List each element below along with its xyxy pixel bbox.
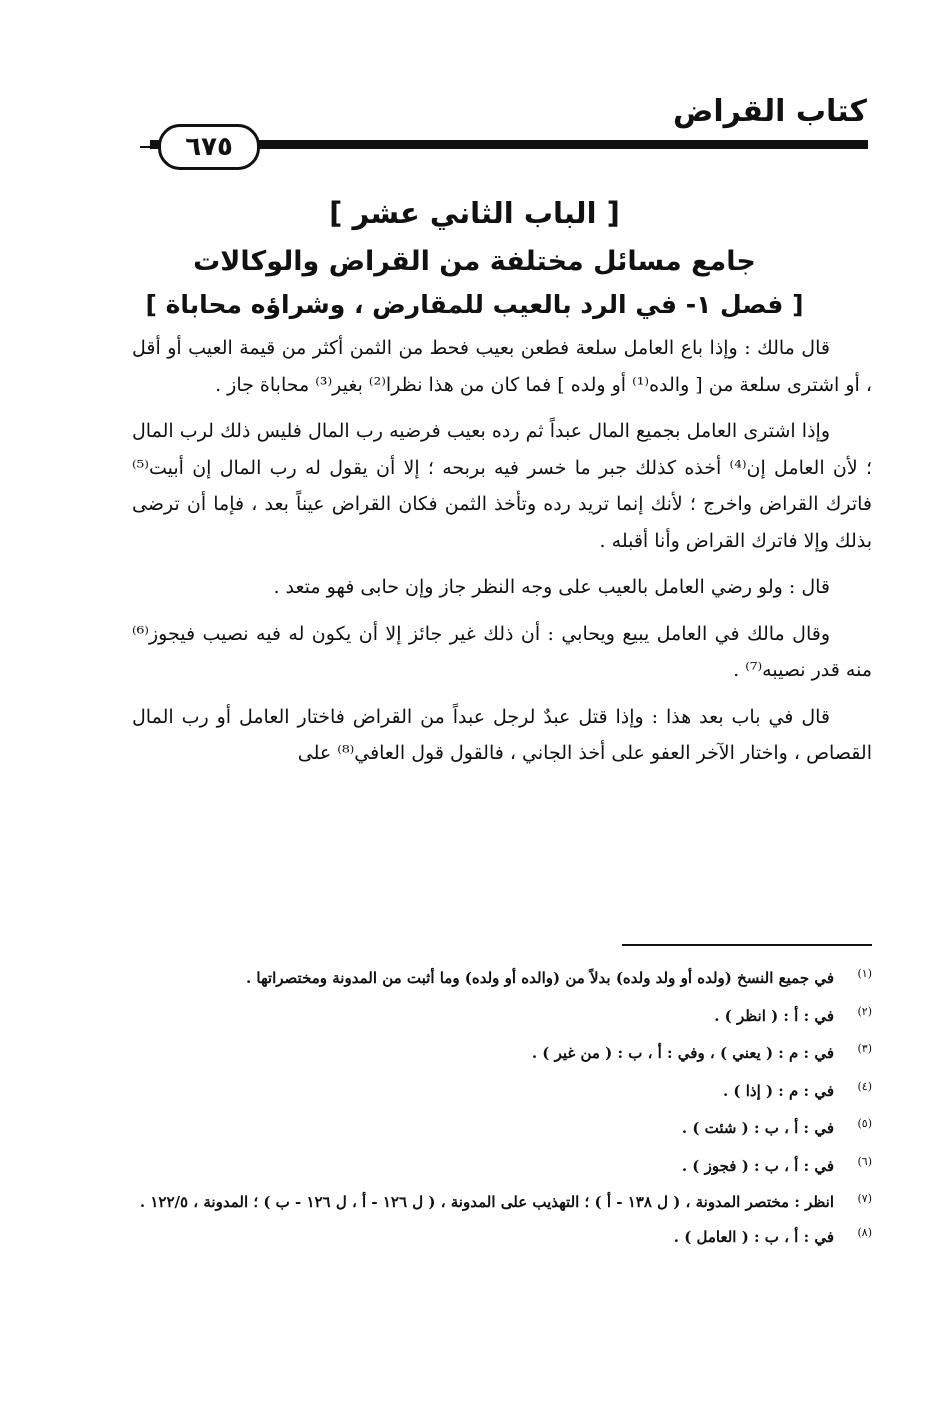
- footnote-text: في : أ ، ب : ( العامل ) .: [673, 1228, 834, 1246]
- paragraph: قال : ولو رضي العامل بالعيب على وجه النظر جاز وإن حابى فهو متعد .: [273, 576, 830, 598]
- footnote-number: (٨): [857, 1226, 872, 1239]
- section-heading: [ فصل ١- في الرد بالعيب للمقارض ، وشراؤه محاباة ]: [145, 290, 804, 319]
- footnote-number: (٤): [857, 1079, 872, 1093]
- page-number-badge: [158, 124, 260, 170]
- paragraph: قال مالك : وإذا باع العامل سلعة فطعن بعيب فحط من الثمن أكثر من قيمة العيب أو أقل ، أو اشترى سلعة من [ والده⁽¹⁾ أو ولده ] فما كان من هذا نظرا⁽²⁾ بغير⁽³⁾ محاباة جاز .: [132, 337, 872, 396]
- footnote-number: (١): [857, 967, 872, 980]
- footnote: [132, 960, 872, 998]
- chapter-heading: [ الباب الثاني عشر ]: [329, 196, 620, 230]
- paragraph: وقال مالك في العامل يبيع ويحابي : أن ذلك غير جائز إلا أن يكون له فيه نصيب فيجوز⁽⁶⁾ منه قدر نصيبه⁽⁷⁾ .: [132, 622, 872, 681]
- footnote: [132, 1073, 872, 1111]
- footnotes: [132, 960, 872, 1257]
- body-text: [132, 330, 872, 782]
- footnote-text: في جميع النسخ (ولده أو ولد ولده) بدلاً من (والده أو ولده) وما أثبت من المدونة ومختصراتها .: [245, 969, 834, 987]
- footnote-text: في : م : ( يعني ) ، وفي : أ ، ب : ( من غير ) .: [531, 1044, 834, 1062]
- paragraph: وإذا اشترى العامل بجميع المال عبداً ثم رده بعيب فرضيه رب المال فليس ذلك لرب المال ؛ لأن العامل إن⁽⁴⁾ أخذه كذلك جبر ما خسر فيه بربحه ؛ إلا أن يقول له رب المال إن أبيت⁽⁵⁾ فاترك القراض واخرج ؛ لأنك إنما تريد رده وتأخذ الثمن فكان القراض عيناً بعد ، فإما أن ترضى بذلك وإلا فاترك القراض وأنا أقبله .: [132, 420, 873, 552]
- paragraph: قال في باب بعد هذا : وإذا قتل عبدٌ لرجل عبداً من القراض فاختار العامل أو رب المال القصاص ، واختار الآخر العفو على أخذ الجاني ، فالقول قول العافي⁽⁸⁾ على: [132, 705, 872, 764]
- footnote-separator: [622, 944, 872, 946]
- footnote: [132, 1148, 872, 1186]
- footnote-text: انظر : مختصر المدونة ، ( ل ١٣٨ - أ ) ؛ التهذيب على المدونة ، ( ل ١٢٦ - أ ، ل ١٢٦ - ب ) ؛ المدونة ، ١٢٢/٥ .: [139, 1193, 834, 1211]
- footnote: [132, 1035, 872, 1073]
- page-number: ٦٧٥: [185, 132, 233, 162]
- footnote-number: (٥): [857, 1117, 872, 1130]
- book-title: كتاب القراض: [673, 94, 867, 129]
- footnote: [132, 1185, 872, 1219]
- footnote: [132, 998, 872, 1036]
- footnote-text: في : أ ، ب : ( فجوز ) .: [681, 1156, 834, 1175]
- footnote: [132, 1219, 872, 1257]
- footnote-text: في : أ : ( انظر ) .: [714, 1006, 834, 1025]
- footnote-number: (٦): [857, 1154, 872, 1168]
- footnote-number: (٢): [857, 1004, 872, 1018]
- footnote-number: (٧): [857, 1192, 872, 1205]
- chapter-subtitle: جامع مسائل مختلفة من القراض والوكالات: [193, 246, 756, 277]
- footnote-text: في : أ ، ب : ( شئت ) .: [681, 1119, 834, 1137]
- footnote: [132, 1110, 872, 1148]
- footnote-text: في : م : ( إذا ) .: [722, 1081, 834, 1100]
- footnote-number: (٣): [857, 1042, 872, 1055]
